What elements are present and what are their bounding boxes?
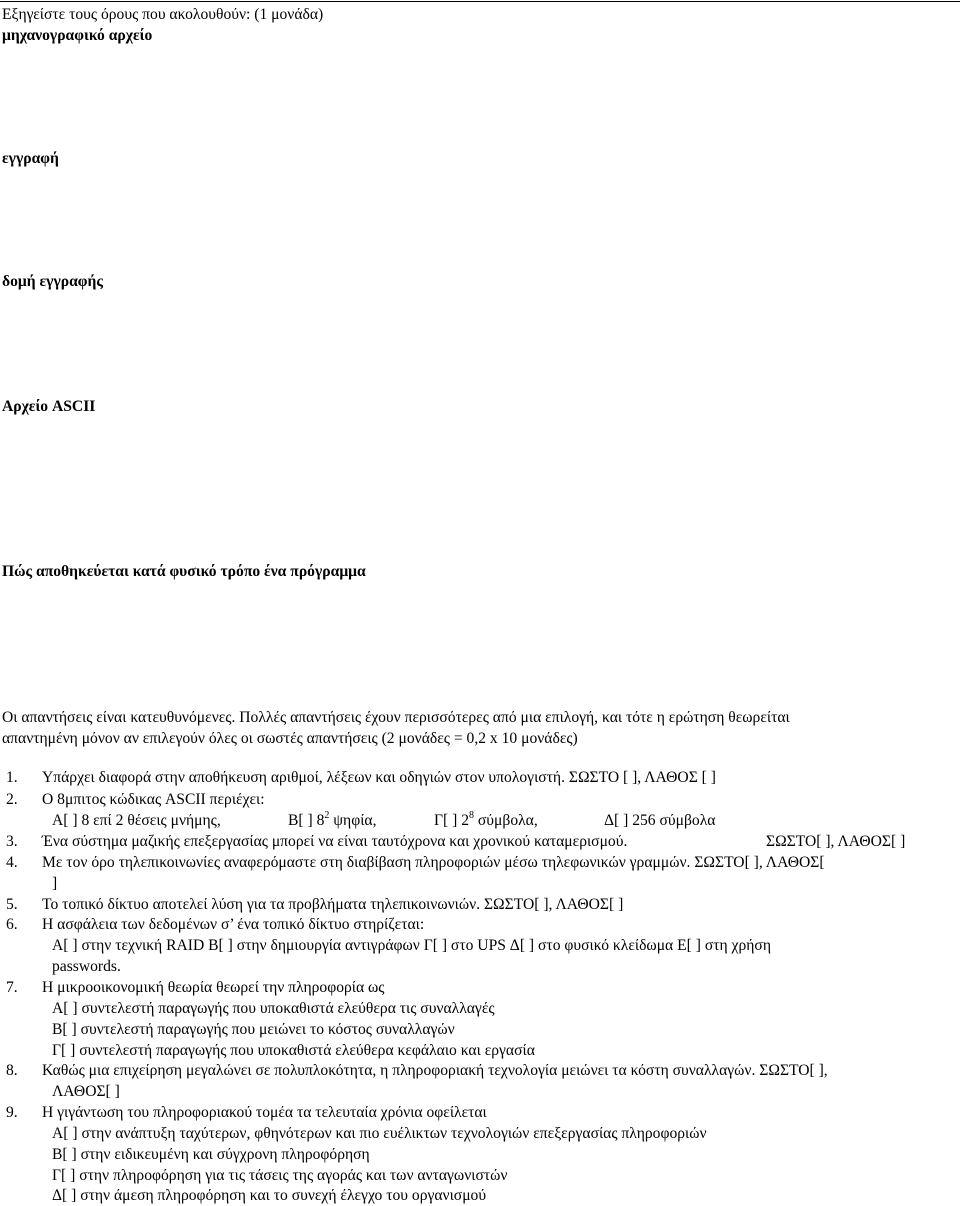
- option-c: Γ[ ] $2^8$ σύμβολα,: [434, 809, 538, 829]
- question-8-cont: ΛΑΘΟΣ[ ]: [52, 1083, 120, 1100]
- term-4: Αρχείο ASCII: [2, 398, 96, 415]
- question-number: 9.: [6, 1104, 18, 1121]
- question-4-cont: ]: [52, 875, 58, 892]
- question-9-option-d: Δ[ ] στην άμεση πληροφόρηση και το συνεχή έλεγχο του οργανισμού: [52, 1187, 487, 1204]
- question-text: Η ασφάλεια των δεδομένων σ’ ένα τοπικό δίκτυο στηρίζεται:: [42, 916, 425, 933]
- question-number: 6.: [6, 916, 18, 933]
- question-text: Υπάρχει διαφορά στην αποθήκευση αριθμοί, λέξεων και οδηγιών στον υπολογιστή. ΣΩΣΤΟ [ ], ΛΑΘΟΣ [ ]: [42, 769, 716, 786]
- question-6-options: Α[ ] στην τεχνική RAID Β[ ] στην δημιουργία αντιγράφων Γ[ ] στο UPS Δ[ ] στο φυσικό κλείδωμα Ε[ ] στη χρήση: [52, 937, 771, 954]
- question-number: 1.: [6, 769, 18, 786]
- term-1: μηχανογραφικό αρχείο: [2, 27, 153, 44]
- question-6-cont: passwords.: [52, 958, 121, 975]
- question-9-option-a: Α[ ] στην ανάπτυξη ταχύτερων, φθηνότερων και πιο ευέλικτων τεχνολογιών επεξεργασίας πληροφοριών: [52, 1125, 707, 1142]
- question-text: Ένα σύστημα μαζικής επεξεργασίας μπορεί να είναι ταυτόχρονα και χρονικού καταμερισμού.: [42, 833, 628, 850]
- question-7-option-b: Β[ ] συντελεστή παραγωγής που μειώνει το κόστος συναλλαγών: [52, 1021, 455, 1038]
- question-7-option-a: Α[ ] συντελεστή παραγωγής που υποκαθιστά ελεύθερα τις συναλλαγές: [52, 1000, 495, 1017]
- question-text: Καθώς μια επιχείρηση μεγαλώνει σε πολυπλοκότητα, η πληροφοριακή τεχνολογία μειώνει τα κόστη συναλλαγών. ΣΩΣΤΟ[ ],: [42, 1062, 828, 1079]
- question-text: Το τοπικό δίκτυο αποτελεί λύση για τα προβλήματα τηλεπικοινωνιών. ΣΩΣΤΟ[ ], ΛΑΘΟΣ[ ]: [42, 896, 624, 913]
- question-text: Η γιγάντωση του πληροφοριακού τομέα τα τελευταία χρόνια οφείλεται: [42, 1104, 487, 1121]
- question-number: 5.: [6, 896, 18, 913]
- question-number: 7.: [6, 979, 18, 996]
- question-answer: ΣΩΣΤΟ[ ], ΛΑΘΟΣ[ ]: [766, 833, 906, 850]
- top-rule: [0, 1, 960, 2]
- section-2-intro-line1: Οι απαντήσεις είναι κατευθυνόμενες. Πολλές απαντήσεις έχουν περισσότερες από μια επιλογή, και τότε η ερώτηση θεωρείται: [2, 709, 790, 726]
- question-text: Με τον όρο τηλεπικοινωνίες αναφερόμαστε στη διαβίβαση πληροφοριών μέσω τηλεφωνικών γραμμών. ΣΩΣΤΟ[ ], ΛΑΘΟΣ[: [42, 854, 825, 871]
- question-text: Η μικροοικονομική θεωρία θεωρεί την πληροφορία ως: [42, 979, 385, 996]
- section-2-intro-line2: απαντημένη μόνον αν επιλεγούν όλες οι σωστές απαντήσεις (2 μονάδες = 0,2 x 10 μονάδες): [2, 730, 578, 747]
- question-number: 2.: [6, 791, 18, 808]
- term-2: εγγραφή: [2, 150, 59, 167]
- option-d: Δ[ ] 256 σύμβολα: [604, 812, 716, 829]
- question-9-option-c: Γ[ ] στην πληροφόρηση για τις τάσεις της αγοράς και των ανταγωνιστών: [52, 1167, 508, 1184]
- option-b: Β[ ] $8^2$ ψηφία,: [288, 809, 377, 829]
- question-text: Ο 8μπιτος κώδικας ASCII περιέχει:: [42, 791, 265, 808]
- question-7-option-c: Γ[ ] συντελεστή παραγωγής που υποκαθιστά ελεύθερα κεφάλαιο και εργασία: [52, 1042, 535, 1059]
- term-3: δομή εγγραφής: [2, 273, 103, 290]
- term-5: Πώς αποθηκεύεται κατά φυσικό τρόπο ένα πρόγραμμα: [2, 563, 366, 580]
- option-a: Α[ ] 8 επί 2 θέσεις μνήμης,: [52, 812, 221, 829]
- question-number: 3.: [6, 833, 18, 850]
- question-number: 4.: [6, 854, 18, 871]
- section-1-title: Εξηγείστε τους όρους που ακολουθούν: (1 μονάδα): [2, 6, 324, 23]
- question-number: 8.: [6, 1062, 18, 1079]
- question-9-option-b: Β[ ] στην ειδικευμένη και σύγχρονη πληροφόρηση: [52, 1146, 370, 1163]
